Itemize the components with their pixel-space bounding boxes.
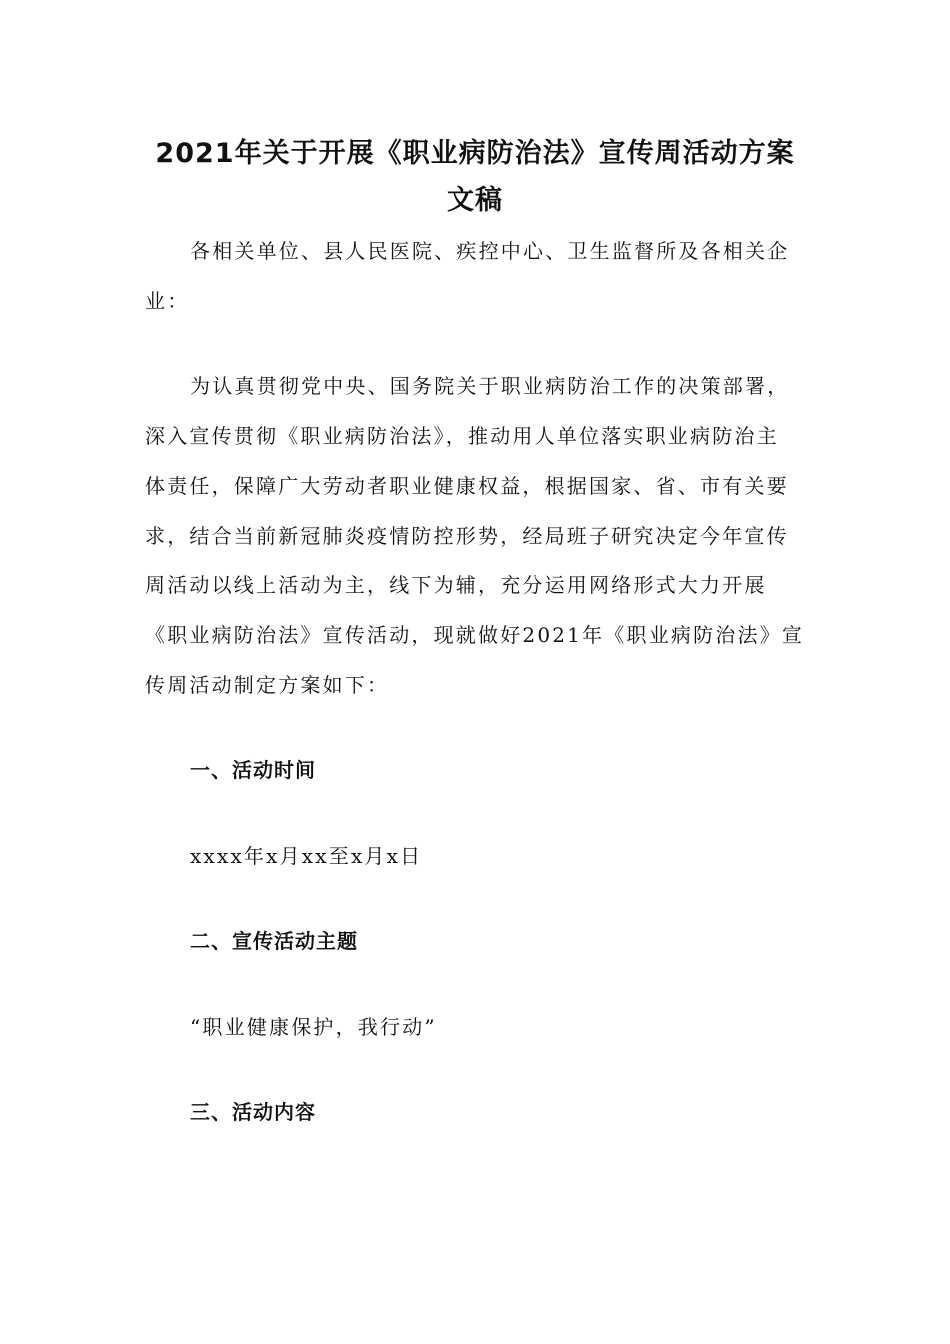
section-heading-activity-content: 三、活动内容 [190, 1100, 316, 1124]
intro-paragraph-line: 周活动以线上活动为主，线下为辅，充分运用网络形式大力开展 [145, 573, 767, 597]
intro-paragraph-line: 传周活动制定方案如下： [145, 673, 390, 697]
intro-paragraph-line: 求，结合当前新冠肺炎疫情防控形势，经局班子研究决定今年宣传 [145, 524, 789, 548]
document-title-line-1: 2021年关于开展《职业病防治法》宣传周活动方案 [155, 138, 795, 169]
salutation-line-2: 业： [145, 289, 190, 313]
intro-paragraph-line: 深入宣传贯彻《职业病防治法》，推动用人单位落实职业病防治主 [145, 424, 779, 448]
activity-time-text: xxxx年x月xx至x月x日 [190, 844, 423, 868]
section-heading-theme: 二、宣传活动主题 [190, 929, 358, 953]
theme-text: “职业健康保护，我行动” [190, 1015, 437, 1039]
document-title-line-2: 文稿 [447, 185, 503, 216]
intro-paragraph-line: 《职业病防治法》宣传活动，现就做好2021年《职业病防治法》宣 [145, 623, 805, 647]
section-heading-activity-time: 一、活动时间 [190, 758, 316, 782]
intro-paragraph-line: 为认真贯彻党中央、国务院关于职业病防治工作的决策部署， [190, 374, 790, 398]
intro-paragraph-line: 体责任，保障广大劳动者职业健康权益，根据国家、省、市有关要 [145, 474, 789, 498]
salutation-line-1: 各相关单位、县人民医院、疾控中心、卫生监督所及各相关企 [190, 239, 790, 263]
